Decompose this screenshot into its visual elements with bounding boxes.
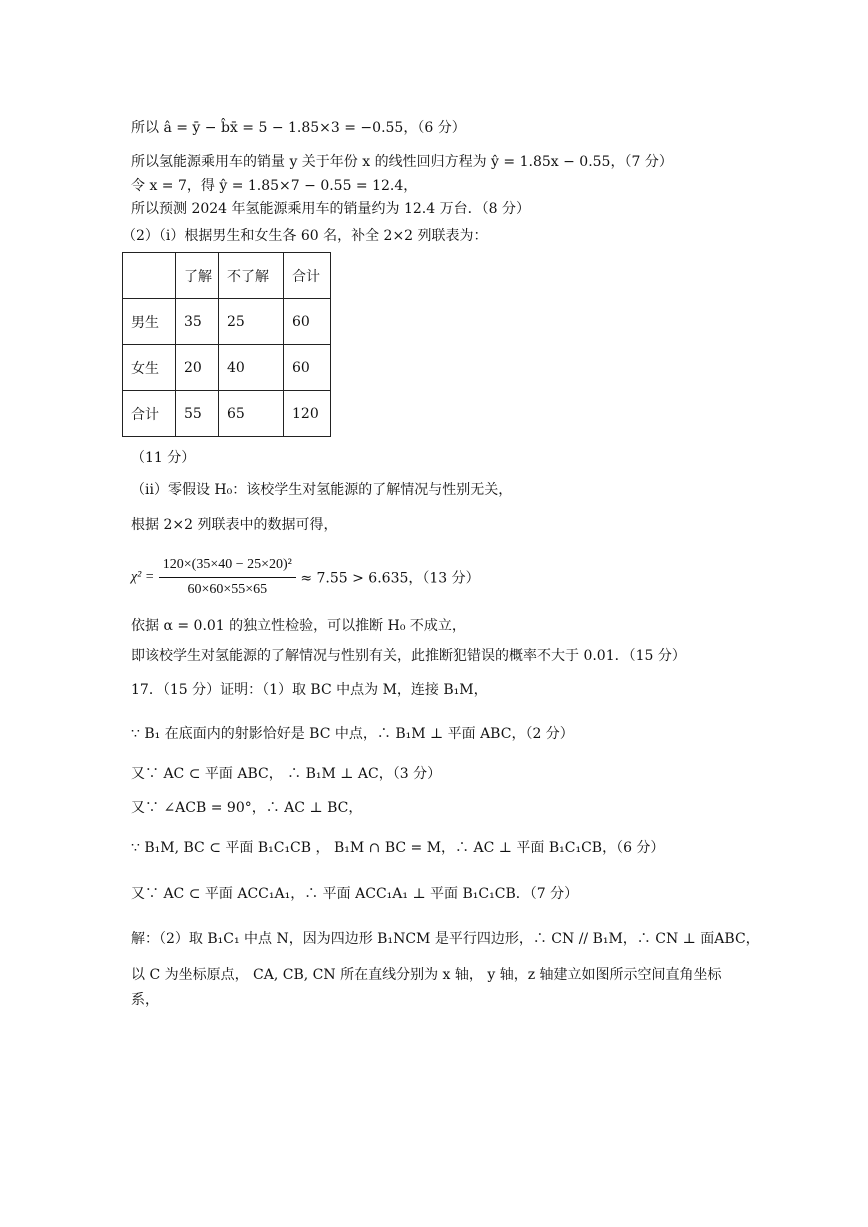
table-cell bbox=[123, 253, 176, 299]
table-row bbox=[123, 345, 331, 391]
table-cell: 60 bbox=[284, 299, 331, 345]
line-12: 17．（15 分）证明：（1）取 BC 中点为 M，连接 B₁M， bbox=[131, 682, 488, 698]
table-cell: 65 bbox=[219, 391, 284, 437]
formula-denominator: 60×60×55×65 bbox=[187, 582, 268, 597]
formula-numerator: 120×(35×40 − 25×20)² bbox=[159, 555, 296, 578]
contingency-table bbox=[122, 252, 331, 437]
line-17: 又∵ AC ⊂ 平面 ACC₁A₁，∴ 平面 ACC₁A₁ ⊥ 平面 B₁C₁CB．（7 分） bbox=[131, 886, 579, 902]
line-7: （ii）零假设 H₀：该校学生对氢能源的了解情况与性别无关， bbox=[131, 482, 513, 498]
table-cell: 20 bbox=[176, 345, 219, 391]
table-cell: 男生 bbox=[123, 299, 176, 345]
table-cell: 了解 bbox=[176, 253, 219, 299]
line-6: （11 分） bbox=[131, 450, 196, 466]
line-19: 以 C 为坐标原点， CA, CB, CN 所在直线分别为 x 轴， y 轴，z 轴建立如图所示空间直角坐标 bbox=[131, 967, 722, 983]
line-15: 又∵ ∠ACB = 90°，∴ AC ⊥ BC， bbox=[131, 800, 363, 816]
table-row bbox=[123, 391, 331, 437]
line-18: 解：（2）取 B₁C₁ 中点 N，因为四边形 B₁NCM 是平行四边形，∴ CN // B₁M，∴ CN ⊥ 面ABC， bbox=[131, 931, 760, 947]
line-20: 系， bbox=[131, 992, 159, 1008]
table-row bbox=[123, 253, 331, 299]
line-3: 令 x = 7，得 ŷ = 1.85×7 − 0.55 = 12.4， bbox=[131, 178, 418, 194]
table-cell: 合计 bbox=[123, 391, 176, 437]
table-cell: 女生 bbox=[123, 345, 176, 391]
line-2: 所以氢能源乘用车的销量 y 关于年份 x 的线性回归方程为 ŷ = 1.85x − 0.55，（7 分） bbox=[131, 154, 673, 170]
line-10: 依据 α = 0.01 的独立性检验，可以推断 H₀ 不成立， bbox=[131, 618, 466, 634]
formula-lhs: χ² = bbox=[131, 569, 155, 585]
line-8: 根据 2×2 列联表中的数据可得， bbox=[131, 517, 338, 533]
table-row bbox=[123, 299, 331, 345]
table-cell: 合计 bbox=[284, 253, 331, 299]
table-cell: 35 bbox=[176, 299, 219, 345]
table-cell: 25 bbox=[219, 299, 284, 345]
chi-square-formula bbox=[131, 555, 480, 600]
table-cell: 55 bbox=[176, 391, 219, 437]
line-4: 所以预测 2024 年氢能源乘用车的销量约为 12.4 万台．（8 分） bbox=[131, 201, 530, 217]
table-cell: 不了解 bbox=[219, 253, 284, 299]
formula-fraction bbox=[159, 555, 296, 600]
line-16: ∵ B₁M, BC ⊂ 平面 B₁C₁CB ， B₁M ∩ BC = M，∴ AC ⊥ 平面 B₁C₁CB，（6 分） bbox=[131, 840, 665, 856]
table-cell: 120 bbox=[284, 391, 331, 437]
table-cell: 60 bbox=[284, 345, 331, 391]
formula-rhs: ≈ 7.55 > 6.635，（13 分） bbox=[300, 570, 480, 587]
line-5: （2）（i）根据男生和女生各 60 名，补全 2×2 列联表为： bbox=[122, 228, 488, 244]
line-11: 即该校学生对氢能源的了解情况与性别有关，此推断犯错误的概率不大于 0.01．（15 分） bbox=[131, 648, 686, 664]
table-cell: 40 bbox=[219, 345, 284, 391]
line-1: 所以 â = ȳ − b̂x̄ = 5 − 1.85×3 = −0.55，（6 分） bbox=[131, 120, 466, 136]
line-13: ∵ B₁ 在底面内的射影恰好是 BC 中点，∴ B₁M ⊥ 平面 ABC，（2 分） bbox=[131, 726, 574, 742]
line-14: 又∵ AC ⊂ 平面 ABC， ∴ B₁M ⊥ AC，（3 分） bbox=[131, 766, 442, 782]
